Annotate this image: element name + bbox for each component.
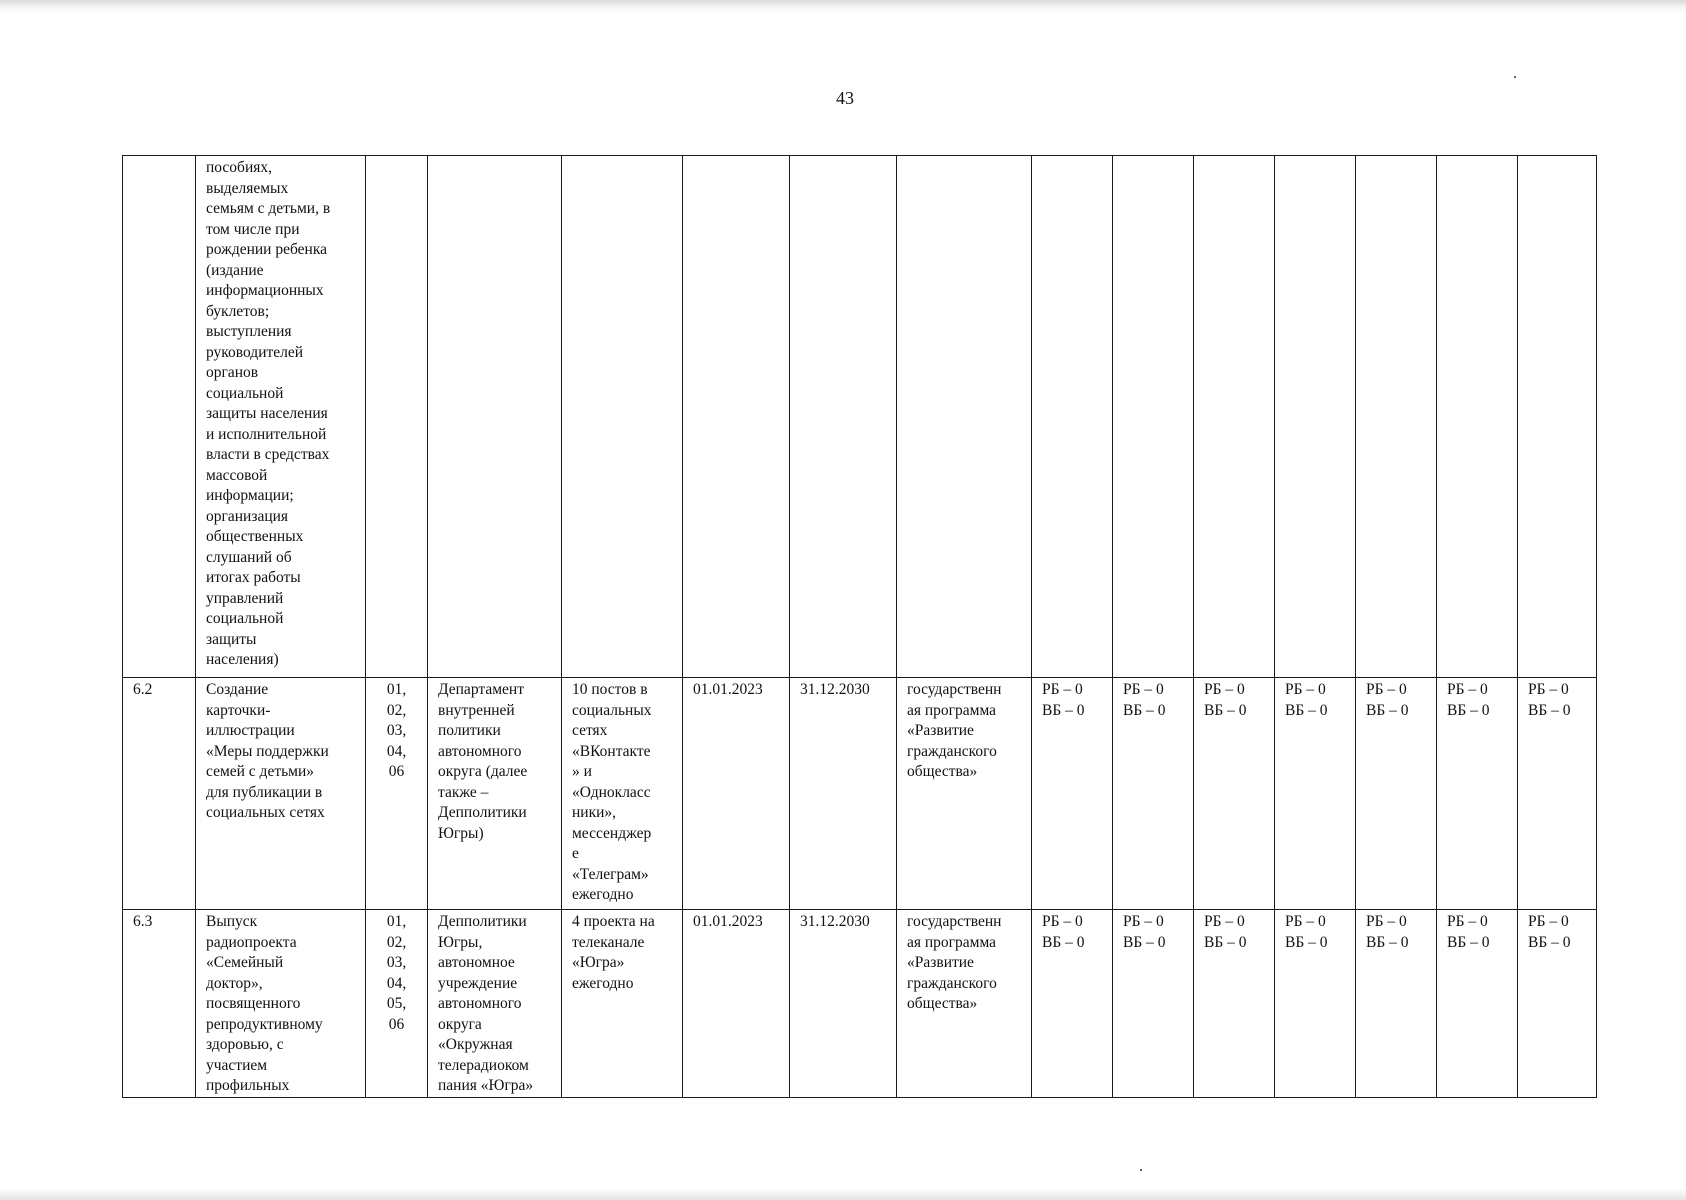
page-number: 43 <box>836 88 854 108</box>
funding-cell <box>1437 156 1518 678</box>
executor-cell <box>428 156 562 678</box>
codes-cell <box>366 910 428 1098</box>
scan-speck <box>1514 76 1516 78</box>
source-text: государственн ая программа «Развитие гражданского общества» <box>907 681 1002 780</box>
funding-cell: РБ – 0 ВБ – 0 <box>1275 678 1356 910</box>
funding-cell: РБ – 0 ВБ – 0 <box>1356 910 1437 1098</box>
funding-cell: РБ – 0 ВБ – 0 <box>1356 678 1437 910</box>
activity-cell <box>196 156 366 678</box>
funding-cell <box>1275 156 1356 678</box>
activity-text: пособиях, выделяемых семьям с детьми, в том числе при рождении ребенка (издание информационных буклетов; выступления руководителей органов социальной защиты населения и исполнительной власти в средствах массовой информации; организация общественных слушаний об итогах работы управлений социальной защиты населения) <box>206 159 331 668</box>
start-date-cell: 01.01.2023 <box>683 910 790 1098</box>
activity-cell <box>196 678 366 910</box>
scan-speck <box>1140 1169 1142 1171</box>
funding-cell: РБ – 0 ВБ – 0 <box>1275 910 1356 1098</box>
funding-cell <box>1113 156 1194 678</box>
activity-text: Выпуск радиопроекта «Семейный доктор», посвященного репродуктивному здоровью, с участием профильных <box>206 913 323 1094</box>
end-date-cell: 31.12.2030 <box>790 678 897 910</box>
funding-cell: РБ – 0 ВБ – 0 <box>1113 678 1194 910</box>
scan-edge-bottom <box>0 1188 1686 1200</box>
table-row <box>123 678 1597 910</box>
funding-cell: РБ – 0 ВБ – 0 <box>1194 910 1275 1098</box>
codes-text: 01, 02, 03, 04, 05, 06 <box>386 913 407 1033</box>
table-row <box>123 910 1597 1098</box>
result-cell <box>562 678 683 910</box>
result-cell <box>562 156 683 678</box>
funding-cell <box>1356 156 1437 678</box>
funding-cell: РБ – 0 ВБ – 0 <box>1518 910 1597 1098</box>
source-cell <box>897 910 1032 1098</box>
end-date-cell <box>790 156 897 678</box>
funding-cell: РБ – 0 ВБ – 0 <box>1032 910 1113 1098</box>
activity-cell <box>196 910 366 1098</box>
funding-cell: РБ – 0 ВБ – 0 <box>1437 910 1518 1098</box>
row-number-cell <box>123 156 196 678</box>
start-date-cell: 01.01.2023 <box>683 678 790 910</box>
funding-cell: РБ – 0 ВБ – 0 <box>1113 910 1194 1098</box>
funding-cell <box>1518 156 1597 678</box>
funding-cell: РБ – 0 ВБ – 0 <box>1194 678 1275 910</box>
activity-text: Создание карточки- иллюстрации «Меры поддержки семей с детьми» для публикации в социальных сетях <box>206 681 329 821</box>
funding-cell: РБ – 0 ВБ – 0 <box>1437 678 1518 910</box>
funding-cell: РБ – 0 ВБ – 0 <box>1518 678 1597 910</box>
funding-cell <box>1032 156 1113 678</box>
source-text: государственн ая программа «Развитие гражданского общества» <box>907 913 1002 1012</box>
executor-text: Депполитики Югры, автономное учреждение автономного округа «Окружная телерадиоком пания «Югра» <box>438 913 534 1094</box>
executor-cell <box>428 910 562 1098</box>
end-date-cell: 31.12.2030 <box>790 910 897 1098</box>
row-number-cell: 6.3 <box>123 910 196 1098</box>
funding-cell: РБ – 0 ВБ – 0 <box>1032 678 1113 910</box>
result-text: 4 проекта на телеканале «Югра» ежегодно <box>572 913 655 992</box>
executor-cell <box>428 678 562 910</box>
result-text: 10 постов в социальных сетях «ВКонтакте » и «Однокласс ники», мессенджер е «Телеграм» ежегодно <box>572 681 652 903</box>
table-row <box>123 156 1597 678</box>
source-cell <box>897 678 1032 910</box>
codes-cell <box>366 678 428 910</box>
codes-cell <box>366 156 428 678</box>
source-cell <box>897 156 1032 678</box>
start-date-cell <box>683 156 790 678</box>
codes-text: 01, 02, 03, 04, 06 <box>386 681 407 780</box>
row-number-cell: 6.2 <box>123 678 196 910</box>
result-cell <box>562 910 683 1098</box>
executor-text: Департамент внутренней политики автономного округа (далее также – Депполитики Югры) <box>438 681 528 842</box>
funding-cell <box>1194 156 1275 678</box>
scan-edge-top <box>0 0 1686 14</box>
measures-table <box>122 155 1597 1098</box>
